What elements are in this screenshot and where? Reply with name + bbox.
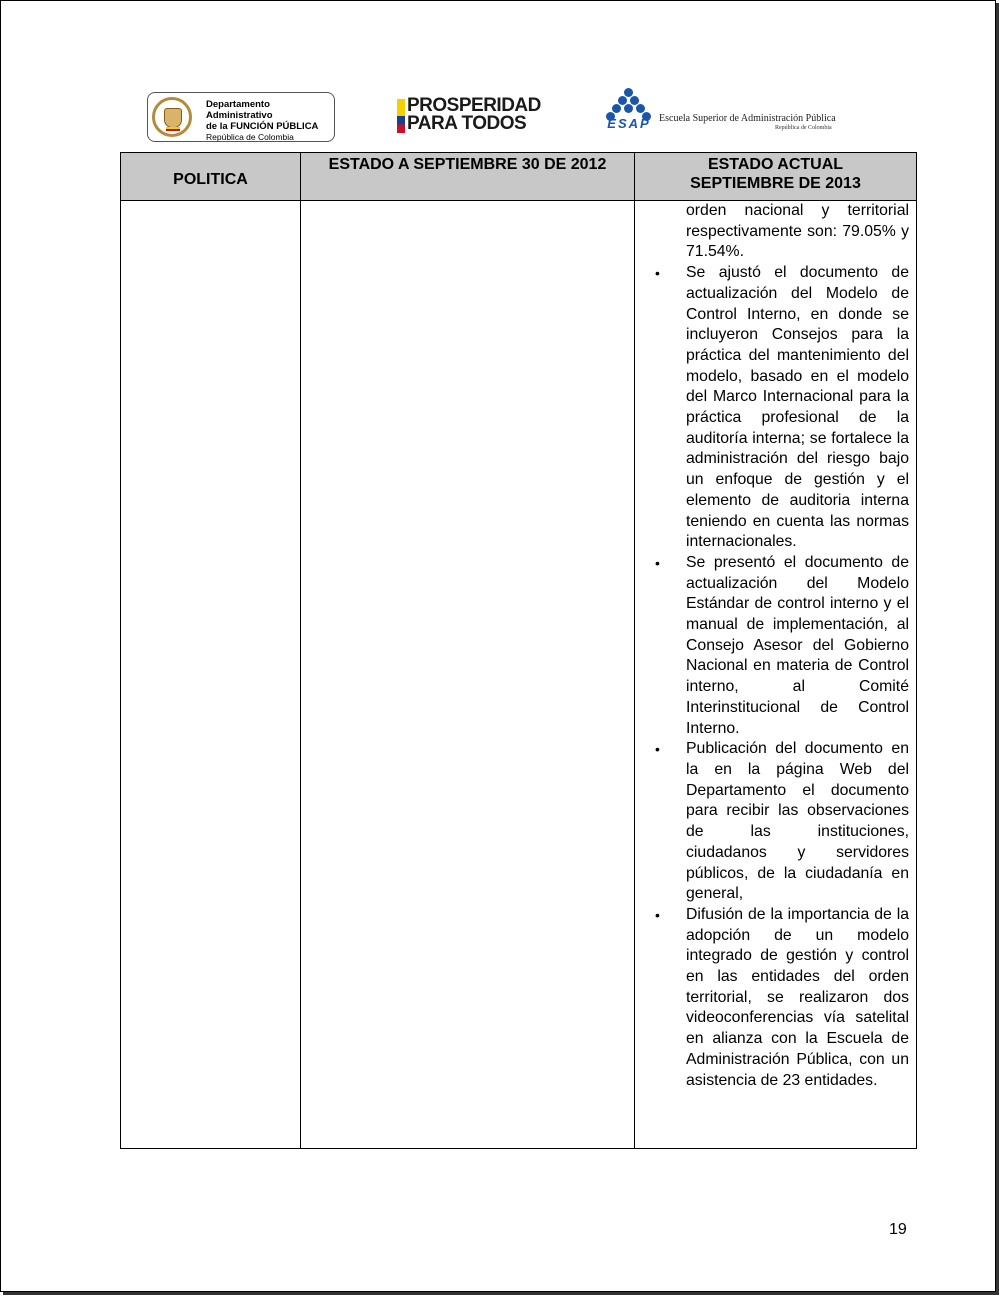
header-politica: POLITICA [121,153,301,201]
header-estado-2012: ESTADO A SEPTIEMBRE 30 DE 2012 [301,153,635,201]
header-estado-2013-line1: ESTADO ACTUAL [707,156,844,173]
funcion-logo-line3: República de Colombia [206,132,294,142]
colombia-flag-bar-icon [397,99,405,133]
colombia-coat-of-arms-icon [152,97,192,137]
header-estado-2013 [635,153,917,201]
table-row [121,201,917,1149]
continuation-text: orden nacional y territorial respectivamente son: 79.05% y 71.54%. [686,202,909,261]
funcion-logo-line1: Departamento Administrativo [206,99,273,121]
page-number: 19 [889,1221,907,1238]
list-item: • Se presentó el documento de actualización del Modelo Estándar de control interno y el manual de implementación, al Consejo Asesor del Gobierno Nacional en materia de Control interno, al Comité Interinstitucional de Control Interno. [686,553,909,739]
list-item: • Publicación del documento en la en la página Web del Departamento el documento para recibir las observaciones de las instituciones, ciudadanos y servidores públicos, de la ciudadanía en general, [686,739,909,905]
cell-estado-actual [635,201,917,1149]
policy-status-table [120,152,917,1149]
esap-wordmark: ESAP [607,116,651,131]
prosperidad-line1: PROSPERIDAD [407,95,541,116]
table-header-row [121,153,917,201]
list-item: • Se ajustó el documento de actualización del Modelo de Control Interno, en donde se incluyeron Consejos para la práctica del mantenimiento del modelo, basado en el modelo del Marco Internacional para la práctica profesional de la auditoría interna; se fortalece la administración del riesgo bajo un enfoque de gestión y el elemento de auditoria interna teniendo en cuenta las normas internacionales. [686,263,909,553]
list-item: • Difusión de la importancia de la adopción de un modelo integrado de gestión y control en las entidades del orden territorial, se realizaron dos videoconferencias vía satelital en alianza con la Escuela de Administración Pública, con un asistencia de 23 entidades. [686,905,909,1091]
status-bullet-list [635,263,916,1091]
prosperidad-logo [397,97,549,135]
prosperidad-line2: PARA TODOS [407,113,527,134]
funcion-logo-line2: de la FUNCIÓN PÚBLICA [206,121,319,132]
cell-politica [121,201,301,1149]
esap-name: Escuela Superior de Administración Pública [659,113,836,124]
esap-subtitle: República de Colombia [775,125,832,131]
funcion-publica-logo [147,92,335,142]
esap-logo [603,87,836,135]
esap-dots-icon [603,87,655,117]
header-estado-2013-line2: SEPTIEMBRE DE 2013 [690,175,861,192]
cell-estado-2012 [301,201,635,1149]
